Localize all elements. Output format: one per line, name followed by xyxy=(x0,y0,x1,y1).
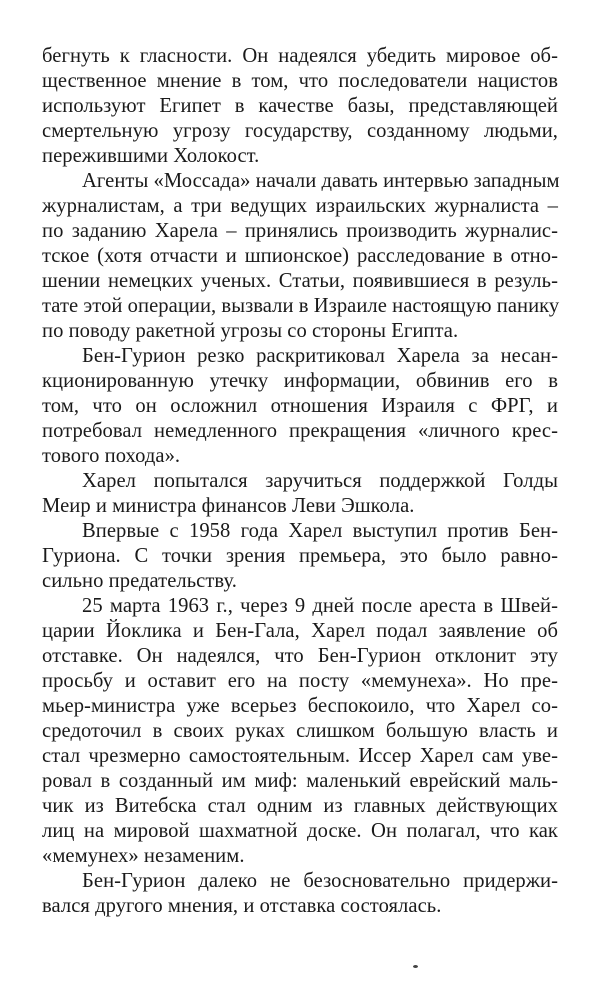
text-line: Бен-Гурион далеко не безосновательно придержи- xyxy=(82,870,558,892)
text-line: бегнуть к гласности. Он надеялся убедить мировое об- xyxy=(42,45,558,67)
text-line: лиц на мировой шахматной доске. Он полагал, что как xyxy=(42,820,558,842)
text-line: том, что он осложнил отношения Израиля с ФРГ, и xyxy=(42,395,558,417)
text-line: журналистам, а три ведущих израильских журналиста – xyxy=(42,195,558,217)
text-line: сильно предательству. xyxy=(42,570,237,592)
text-line: щественное мнение в том, что последователи нацистов xyxy=(42,70,558,92)
text-line: чик из Витебска стал одним из главных действующих xyxy=(42,795,558,817)
text-line: Агенты «Моссада» начали давать интервью западным xyxy=(82,170,560,192)
text-line: мьер-министра уже всерьез беспокоило, что Харел со- xyxy=(42,695,558,717)
text-line: по заданию Харела – принялись производить журналис- xyxy=(42,220,558,242)
text-line: отставке. Он надеялся, что Бен-Гурион отклонит эту xyxy=(42,645,558,667)
text-line: пережившими Холокост. xyxy=(42,145,260,167)
text-line: смертельную угрозу государству, созданному людьми, xyxy=(42,120,558,142)
text-line: потребовал немедленного прекращения «личного крес- xyxy=(42,420,558,442)
text-line: царии Йоклика и Бен-Гала, Харел подал заявление об xyxy=(42,620,558,642)
text-line: тское (хотя отчасти и шпионское) расследование в отно- xyxy=(42,245,558,267)
text-line: тате этой операции, вызвали в Израиле настоящую панику xyxy=(42,295,560,317)
text-line: шении немецких ученых. Статьи, появившиеся в резуль- xyxy=(42,270,558,292)
text-line: вался другого мнения, и отставка состоялась. xyxy=(42,895,442,917)
text-line: Гуриона. С точки зрения премьера, это было равно- xyxy=(42,545,558,567)
text-line: Впервые с 1958 года Харел выступил против Бен- xyxy=(82,520,558,542)
ink-speck xyxy=(413,965,418,968)
text-line: Меир и министра финансов Леви Эшкола. xyxy=(42,495,415,517)
text-line: средоточил в своих руках слишком большую власть и xyxy=(42,720,558,742)
text-line: ровал в созданный им миф: маленький еврейский маль- xyxy=(42,770,558,792)
text-line: по поводу ракетной угрозы со стороны Египта. xyxy=(42,320,459,342)
text-line: Бен-Гурион резко раскритиковал Харела за несан- xyxy=(82,345,558,367)
text-line: кционированную утечку информации, обвинив его в xyxy=(42,370,558,392)
text-line: используют Египет в качестве базы, представляющей xyxy=(42,95,558,117)
text-line: тового похода». xyxy=(42,445,181,467)
text-line: «мемунех» незаменим. xyxy=(42,845,245,867)
text-line: стал чрезмерно самостоятельным. Иссер Харел сам уве- xyxy=(42,745,558,767)
text-line: 25 марта 1963 г., через 9 дней после ареста в Швей- xyxy=(82,595,558,617)
text-line: Харел попытался заручиться поддержкой Голды xyxy=(82,470,558,492)
text-line: просьбу и оставит его на посту «мемунеха». Но пре- xyxy=(42,670,558,692)
